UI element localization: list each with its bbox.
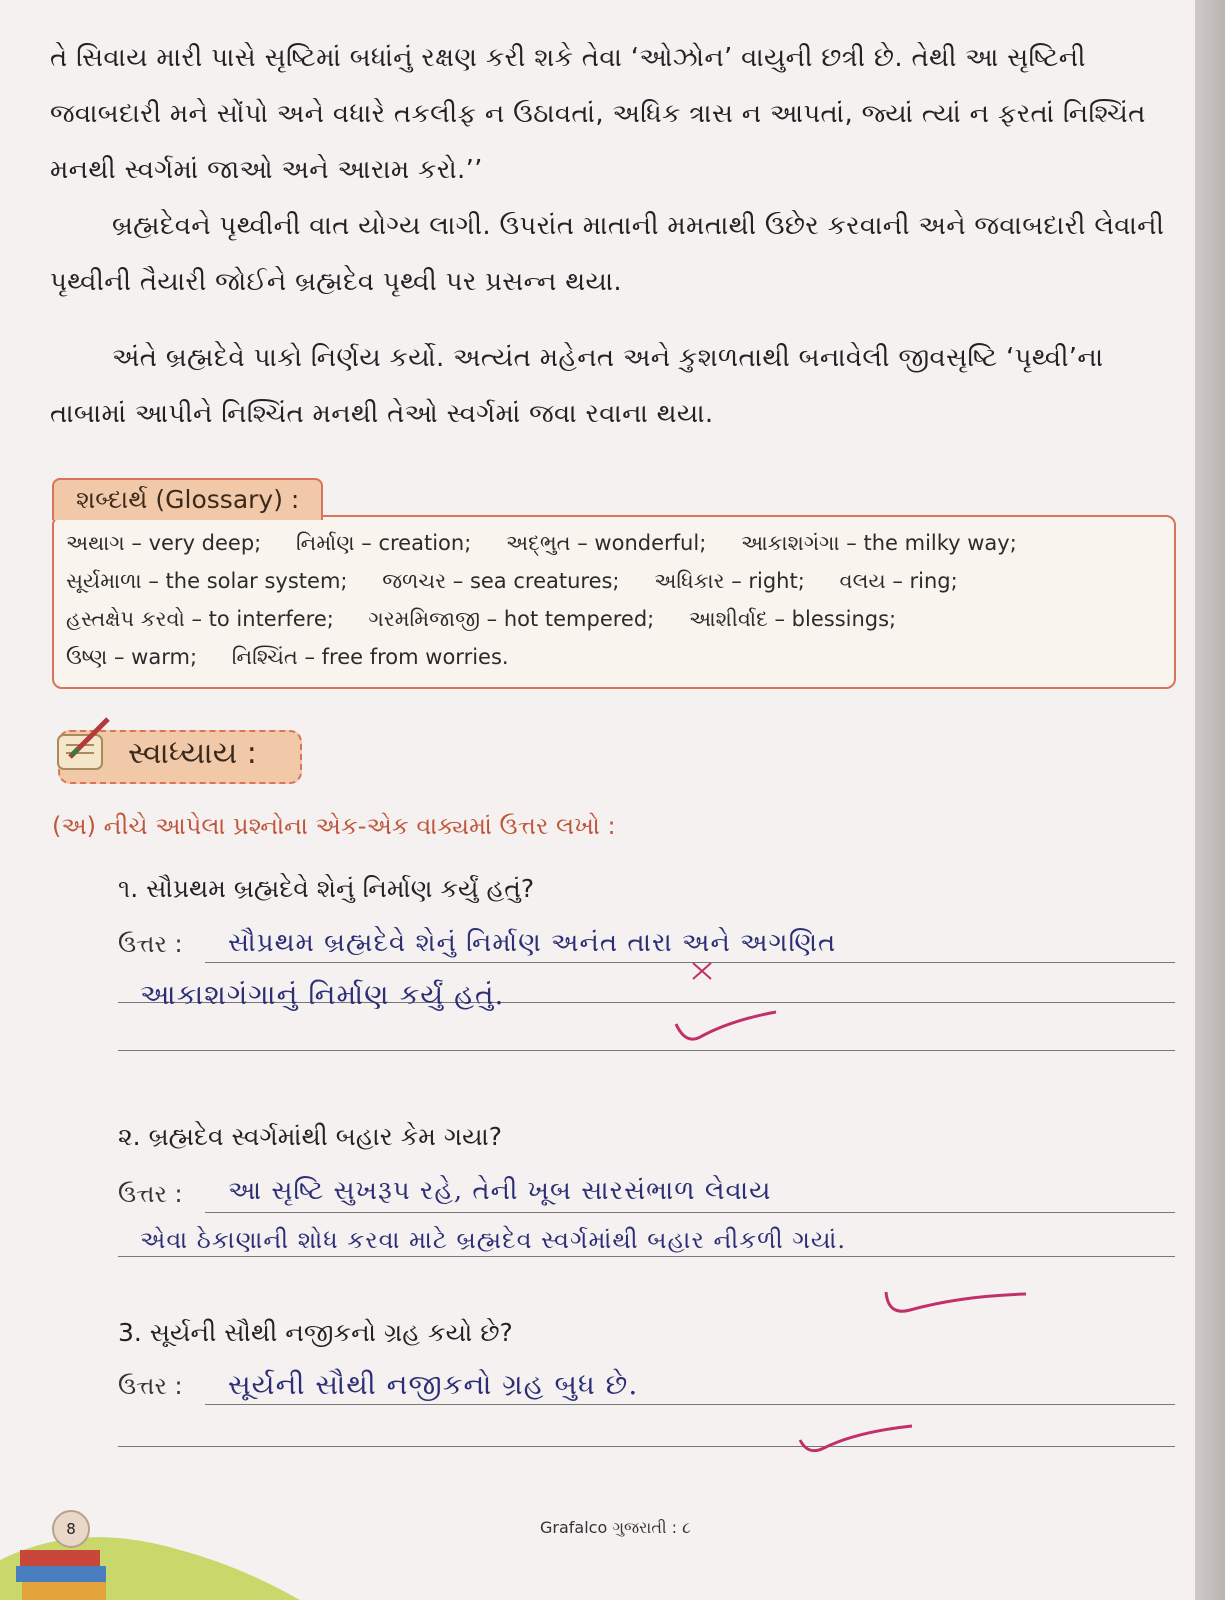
check-mark-icon — [880, 1286, 1030, 1326]
glossary-entry: જળચર – sea creatures; — [382, 569, 620, 593]
glossary-line-3 — [66, 607, 924, 632]
glossary-entry: હસ્તક્ષેપ કરવો – to interfere; — [66, 607, 334, 631]
handwritten-answer-2-line-1: આ સૃષ્ટિ સુખરૂપ રહે, તેની ખૂબ સારસંભાળ લેવાય — [228, 1176, 772, 1206]
answer-label: ઉત્તર : — [118, 1372, 183, 1400]
glossary-title: શબ્દાર્થ (Glossary) : — [52, 478, 323, 520]
handwritten-answer-3: સૂર્યની સૌથી નજીકનો ગ્રહ બુધ છે. — [228, 1368, 639, 1401]
glossary-entry: ગરમમિજાજી – hot tempered; — [368, 607, 655, 631]
footer-publisher: Grafalco ગુજરાતી : ૮ — [540, 1518, 691, 1537]
story-paragraph-1: તે સિવાય મારી પાસે સૃષ્ટિમાં બધાંનું રક્ષણ કરી શકે તેવા ‘ઓઝોન’ વાયુની છત્રી છે. તેથી આ સૃષ્ટિની જવાબદારી મને સોંપો અને વધારે તકલીફ ન ઉઠાવતાં, અધિક ત્રાસ ન આપતાં, જ્યાં ત્યાં ન ફરતાં નિશ્ચિંત મનથી સ્વર્ગમાં જાઓ અને આરામ કરો.’’ — [50, 43, 1146, 185]
book-stack-icon — [0, 1480, 300, 1600]
glossary-entry: નિર્માણ – creation; — [295, 531, 472, 555]
glossary-line-1 — [66, 531, 1045, 556]
story-paragraph-3: અંતે બ્રહ્મદેવે પાકો નિર્ણય કર્યો. અત્યંત મહેનત અને કુશળતાથી બનાવેલી જીવસૃષ્ટિ ‘પૃથ્વી’ના તાબામાં આપીને નિશ્ચિંત મનથી તેઓ સ્વર્ગમાં જવા રવાના થયા. — [50, 343, 1104, 429]
question-3: 3. સૂર્યની સૌથી નજીકનો ગ્રહ કયો છે? — [118, 1318, 513, 1347]
check-mark-icon — [796, 1418, 916, 1458]
question-2: ૨. બ્રહ્મદેવ સ્વર્ગમાંથી બહાર કેમ ગયા? — [118, 1122, 502, 1151]
glossary-line-2 — [66, 569, 986, 594]
glossary-entry: વલય – ring; — [839, 569, 958, 593]
handwritten-answer-2-line-2: એવા ઠેકાણાની શોધ કરવા માટે બ્રહ્મદેવ સ્વર્ગમાંથી બહાર નીકળી ગયાં. — [140, 1226, 847, 1254]
page-edge — [1195, 0, 1225, 1600]
glossary-entry: અદ્ભુત – wonderful; — [505, 531, 707, 555]
answer-line — [205, 1212, 1175, 1213]
answer-line — [118, 1050, 1175, 1051]
section-a-instruction: (અ) નીચે આપેલા પ્રશ્નોના એક-એક વાક્યમાં ઉત્તર લખો : — [52, 812, 616, 840]
handwritten-answer-1-line-2: આકાશગંગાનું નિર્માણ કર્યું હતું. — [140, 978, 505, 1011]
glossary-line-4 — [66, 645, 537, 670]
answer-line — [118, 1256, 1175, 1257]
glossary-entry: અથાગ – very deep; — [66, 531, 262, 555]
answer-label: ઉત્તર : — [118, 930, 183, 958]
glossary-entry: નિશ્ચિંત – free from worries. — [231, 645, 509, 669]
question-1: ૧. સૌપ્રથમ બ્રહ્મદેવે શેનું નિર્માણ કર્યું હતું? — [118, 874, 535, 903]
handwritten-answer-1-line-1: સૌપ્રથમ બ્રહ્મદેવે શેનું નિર્માણ અનંત તારા અને અગણિત — [228, 928, 837, 958]
cross-mark-icon — [690, 960, 714, 982]
glossary-entry: આશીર્વાદ – blessings; — [688, 607, 897, 631]
answer-line — [118, 1446, 1175, 1447]
glossary-entry: અધિકાર – right; — [654, 569, 805, 593]
scroll-pen-icon — [52, 713, 122, 779]
glossary-entry: આકાશગંગા – the milky way; — [740, 531, 1017, 555]
answer-label: ઉત્તર : — [118, 1180, 183, 1208]
check-mark-icon — [672, 1006, 782, 1046]
answer-line — [205, 1404, 1175, 1405]
story-paragraph-2: બ્રહ્મદેવને પૃથ્વીની વાત યોગ્ય લાગી. ઉપરાંત માતાની મમતાથી ઉછેર કરવાની અને જવાબદારી લેવાની પૃથ્વીની તૈયારી જોઈને બ્રહ્મદેવ પૃથ્વી પર પ્રસન્ન થયા. — [50, 211, 1165, 297]
glossary-entry: સૂર્યમાળા – the solar system; — [66, 569, 348, 593]
page-number: 8 — [52, 1510, 90, 1548]
glossary-box — [52, 515, 1176, 689]
glossary-entry: ઉષ્ણ – warm; — [66, 645, 198, 669]
exercise-title: સ્વાધ્યાય : — [128, 736, 257, 771]
